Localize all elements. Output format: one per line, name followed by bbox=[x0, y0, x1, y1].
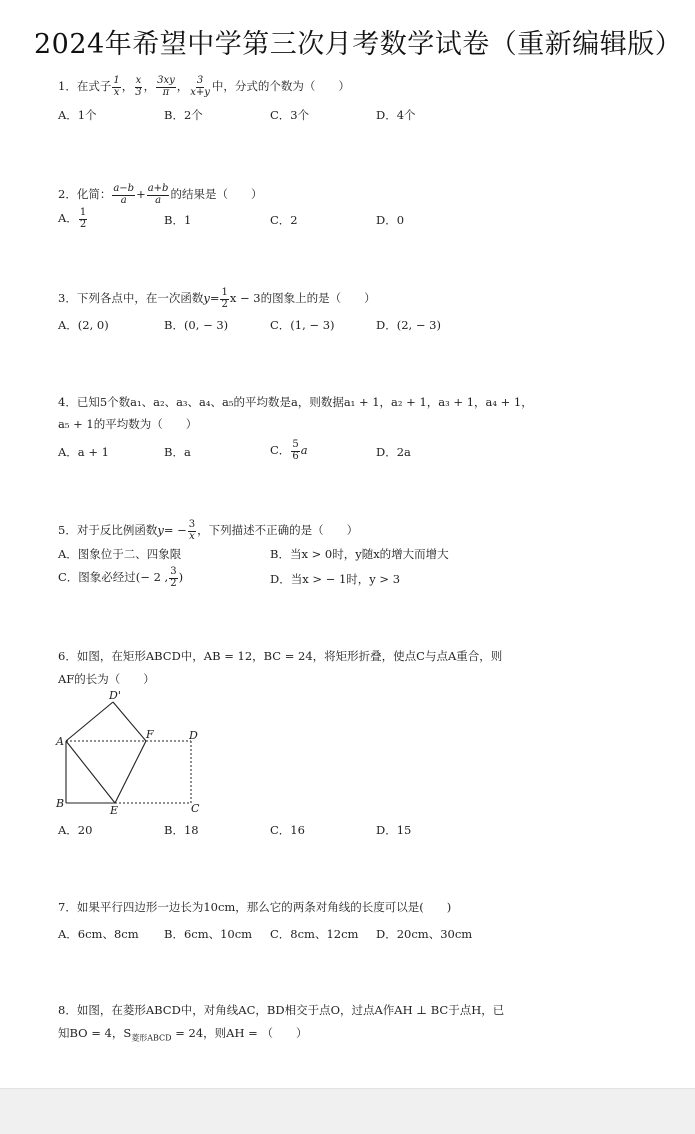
q3-fraction: $\frac{1}{2}$ bbox=[221, 287, 228, 310]
label-d: D bbox=[189, 729, 198, 742]
q3-eq: = bbox=[209, 291, 220, 305]
label-b: B bbox=[56, 797, 65, 810]
q1-sep-1: ， bbox=[121, 79, 134, 93]
q2-suffix: 的结果是（ ） bbox=[170, 187, 263, 201]
edge-ae bbox=[66, 741, 115, 803]
question-2 bbox=[58, 184, 262, 206]
q8-line2-start: 知BO = 4，S bbox=[58, 1026, 132, 1040]
q6-option-c[interactable]: C．16 bbox=[270, 823, 305, 837]
question-8-line-1: 8．如图，在菱形ABCD中，对角线AC，BD相交于点O，过点A作AH ⊥ BC于点H，已 bbox=[58, 1003, 505, 1017]
label-c: C bbox=[191, 802, 200, 815]
q4-option-c[interactable]: C． $\frac{5}{6}$ a bbox=[270, 439, 308, 462]
q2-option-d[interactable]: D．0 bbox=[376, 213, 405, 227]
q4-option-d[interactable]: D．2a bbox=[376, 445, 411, 459]
q3-option-a[interactable]: A．(2, 0) bbox=[58, 318, 109, 332]
q3-option-d[interactable]: D．(2, − 3) bbox=[376, 318, 441, 332]
q5-option-b[interactable]: B．当x > 0时，y随x的增大而增大 bbox=[270, 547, 449, 561]
question-1 bbox=[58, 76, 350, 98]
q6-option-b[interactable]: B．18 bbox=[164, 823, 199, 837]
edge-fe bbox=[115, 741, 146, 803]
question-8-line-2 bbox=[58, 1028, 307, 1042]
q5-y: y bbox=[157, 523, 164, 537]
q3-y: y bbox=[203, 291, 210, 305]
question-7: 7．如果平行四边形一边长为10cm，那么它的两条对角线的长度可以是( ) bbox=[58, 900, 452, 914]
label-e: E bbox=[110, 804, 119, 817]
question-4-line-2: a₅ + 1的平均数为（ ） bbox=[58, 417, 198, 431]
label-a: A bbox=[56, 735, 64, 748]
q2-fraction-2: $\frac{a+b}{a}$ bbox=[147, 183, 169, 206]
question-4-line-1: 4．已知5个数a₁、a₂、a₃、a₄、a₅的平均数是a，则数据a₁ + 1，a₂ + 1，a₃ + 1，a₄ + 1， bbox=[58, 395, 533, 409]
question-6-line-2: AF的长为（ ） bbox=[58, 672, 155, 686]
q7-option-d[interactable]: D．20cm、30cm bbox=[376, 927, 473, 941]
question-5 bbox=[58, 520, 358, 542]
q5-eq: = − bbox=[163, 523, 187, 537]
q4-option-b[interactable]: B．a bbox=[164, 445, 191, 459]
q5-option-d[interactable]: D．当x > − 1时，y > 3 bbox=[270, 572, 401, 586]
page-footer-gap bbox=[0, 1088, 695, 1134]
q1-option-b[interactable]: B．2个 bbox=[164, 108, 203, 122]
q2-option-b[interactable]: B．1 bbox=[164, 213, 192, 227]
q1-fraction-2: $\frac{x}{3}$ bbox=[135, 75, 142, 98]
q1-option-a[interactable]: A．1个 bbox=[58, 108, 97, 122]
q6-option-a[interactable]: A．20 bbox=[58, 823, 93, 837]
q3-suffix: 的图象上的是（ ） bbox=[260, 291, 376, 305]
question-3 bbox=[58, 288, 376, 310]
q1-suffix: 中，分式的个数为（ ） bbox=[211, 79, 350, 93]
q3-prefix: 3．下列各点中，在一次函数 bbox=[58, 291, 204, 305]
q5-option-c[interactable]: C．图象必经过(− 2 , $\frac{3}{2}$ ) bbox=[58, 566, 184, 589]
q5-suffix: ，下列描述不正确的是（ ） bbox=[197, 523, 359, 537]
q8-line2-end: = 24，则AH = （ ） bbox=[171, 1026, 308, 1040]
exam-title: 2024年希望中学第三次月考数学试卷（重新编辑版） bbox=[34, 29, 683, 60]
q5-fraction: $\frac{3}{x}$ bbox=[188, 519, 196, 542]
q8-area-subscript: 菱形ABCD bbox=[131, 1033, 172, 1043]
q1-sep-2: ， bbox=[143, 79, 156, 93]
q1-option-d[interactable]: D．4个 bbox=[376, 108, 416, 122]
q2-option-c[interactable]: C．2 bbox=[270, 213, 298, 227]
q1-prefix: 1．在式子 bbox=[58, 79, 112, 93]
q1-fraction-3: $\frac{3xy}{\pi}$ bbox=[157, 75, 175, 98]
q5-option-a[interactable]: A．图象位于二、四象限 bbox=[58, 547, 182, 561]
q2-plus: + bbox=[136, 187, 146, 201]
q2-option-a[interactable]: A． $\frac{1}{2}$ bbox=[58, 207, 87, 230]
q3-rest: x − 3 bbox=[229, 291, 261, 305]
q2-fraction-1: $\frac{a-b}{a}$ bbox=[113, 183, 135, 206]
q1-fraction-4: $\frac{3}{x+y}$ bbox=[190, 75, 210, 98]
question-6-line-1: 6．如图，在矩形ABCD中，AB = 12，BC = 24，将矩形折叠，使点C与点A重合，则 bbox=[58, 649, 503, 663]
q3-option-b[interactable]: B．(0, − 3) bbox=[164, 318, 229, 332]
q7-option-c[interactable]: C．8cm、12cm bbox=[270, 927, 359, 941]
q5-prefix: 5．对于反比例函数 bbox=[58, 523, 158, 537]
q7-option-a[interactable]: A．6cm、8cm bbox=[58, 927, 139, 941]
q3-option-c[interactable]: C．(1, − 3) bbox=[270, 318, 335, 332]
q1-option-c[interactable]: C．3个 bbox=[270, 108, 310, 122]
q6-option-d[interactable]: D．15 bbox=[376, 823, 412, 837]
q1-fraction-1: $\frac{1}{x}$ bbox=[113, 75, 120, 98]
rectangle-fold-figure bbox=[52, 686, 212, 818]
q1-sep-3: ， bbox=[176, 79, 189, 93]
q2-prefix: 2．化简： bbox=[58, 187, 112, 201]
label-f: F bbox=[146, 728, 154, 741]
label-d-prime: D' bbox=[109, 689, 121, 702]
edge-d-prime-f bbox=[113, 702, 146, 741]
q7-option-b[interactable]: B．6cm、10cm bbox=[164, 927, 253, 941]
edge-ad-prime bbox=[66, 702, 113, 741]
q4-option-a[interactable]: A．a + 1 bbox=[58, 445, 109, 459]
